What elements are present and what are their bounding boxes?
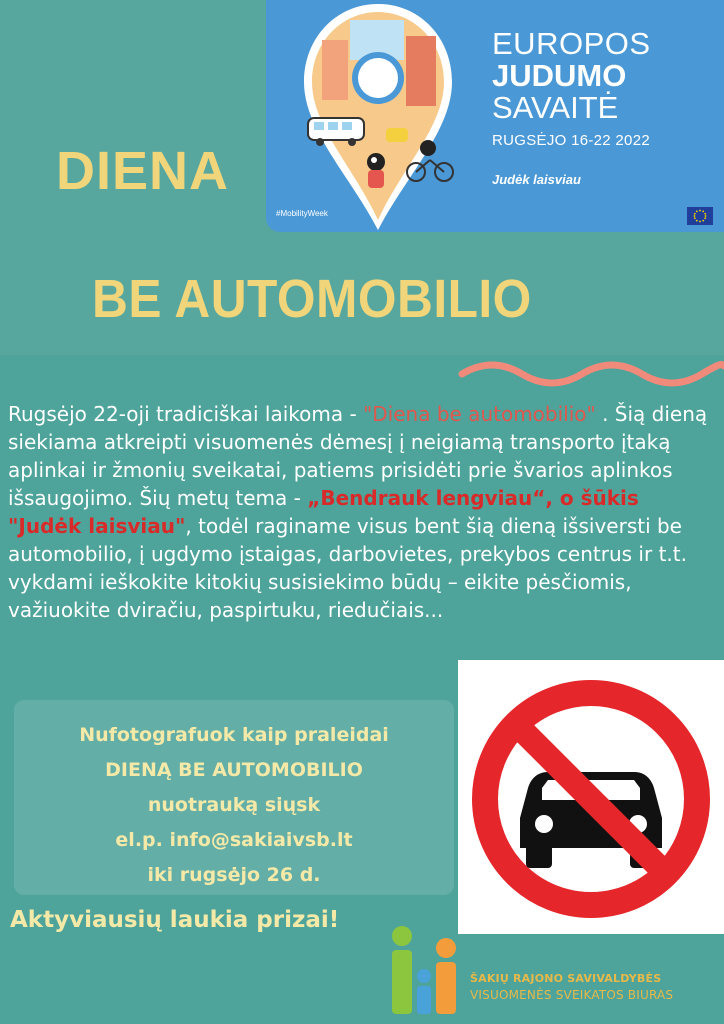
body-quote-diena: "Diena be automobilio" (363, 402, 596, 426)
banner-line-europos: EUROPOS (492, 26, 651, 61)
title-be-automobilio: BE AUTOMOBILIO (92, 269, 532, 329)
promo-deadline: iki rugsėjo 26 d. (147, 864, 321, 886)
banner-line-judumo: JUDUMO (492, 58, 627, 93)
body-part3: , todėl raginame visus bent šią dieną išsiversti be automobilio, į ugdymo įstaigas, darbovietes, prekybos centrus ir t.t. vykdami ieškokite kitokių susisiekimo būdų – eikite pėsčiomis, važiuokite dviračiu, paspirtuku, riedučiais... (8, 514, 687, 622)
no-car-sign-icon (468, 676, 714, 922)
banner-date: RUGSĖJO 16-22 2022 (492, 132, 650, 149)
mobility-week-banner (266, 0, 724, 232)
map-pin-illustration-icon (298, 0, 458, 232)
body-theme: „Bendrauk lengviau“, o šūkis "Judėk laisviau" (8, 486, 639, 538)
logo-line-1: ŠAKIŲ RAJONO SAVIVALDYBĖS (470, 972, 662, 985)
banner-line-savaite: SAVAITĖ (492, 90, 619, 125)
body-paragraph (8, 400, 708, 624)
body-part2: . Šią dieną siekiama atkreipti visuomenės dėmesį į neigiamą transporto įtaką aplinkai ir žmonių sveikatai, patiems prisidėti prie švarios aplinkos išsaugojimo. Šių metų tema - (8, 402, 708, 510)
eu-flag-icon (687, 207, 713, 225)
promo-line-1: Nufotografuok kaip praleidai (79, 724, 389, 746)
promo-email: el.p. info@sakiaivsb.lt (115, 829, 353, 851)
banner-hashtag: #MobilityWeek (276, 209, 328, 218)
logo-line-2: VISUOMENĖS SVEIKATOS BIURAS (470, 988, 674, 1002)
promo-line-2: DIENĄ BE AUTOMOBILIO (105, 759, 363, 781)
wave-decoration-icon (458, 360, 724, 394)
title-diena: DIENA (56, 141, 230, 201)
prize-text: Aktyviausių laukia prizai! (10, 907, 340, 933)
promo-line-3: nuotrauką siųsk (147, 794, 321, 816)
banner-slogan: Judėk laisviau (492, 172, 581, 187)
health-bureau-logo-icon (384, 924, 480, 1020)
promo-text (14, 718, 454, 893)
body-part1: Rugsėjo 22-oji tradiciškai laikoma - (8, 402, 364, 426)
